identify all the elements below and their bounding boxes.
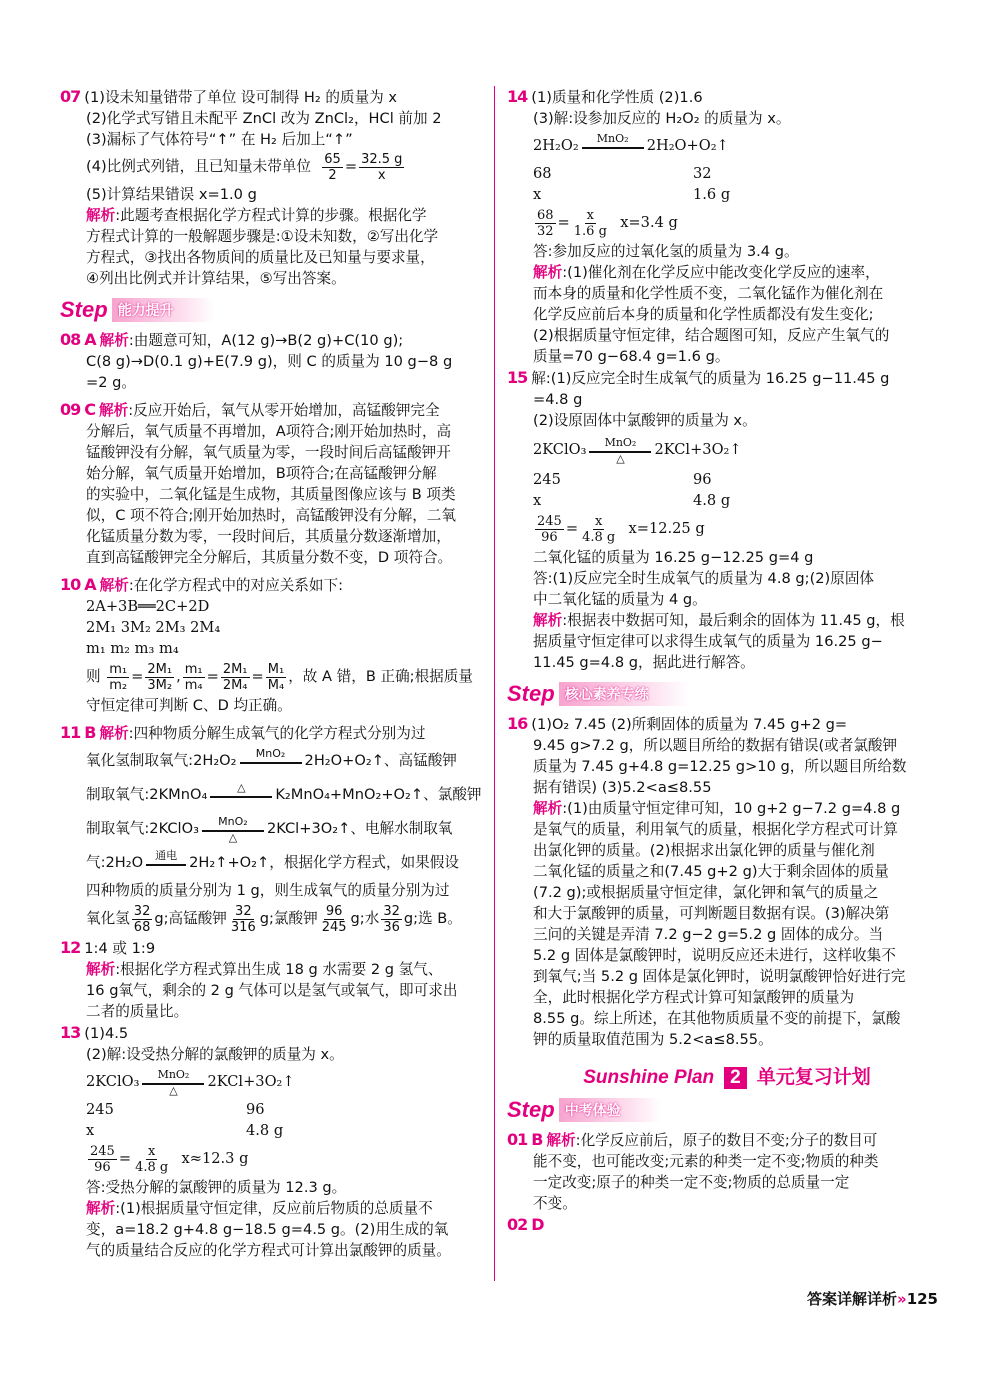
- column-divider: [494, 86, 495, 1281]
- answer-line: (1)设未知量错带了单位 设可制得 H₂ 的质量为 x: [84, 89, 398, 106]
- section-banner-exam: Step 中考体验: [507, 1095, 947, 1125]
- question-13: 13 (1)4.5 (2)解:设受热分解的氯酸钾的质量为 x。 2KClO₃ MnO₂ △ 2KCl+3O₂↑ 245 96 x 4.8 g $\frac{245}{96}$ = $\frac{x}{4.8 g}$ x≈12.3 g 答:受热分解的氯酸钾的质量为 12.3 g。 解析:(1)根据质量守恒定律，反应前后物质的总质量不 变，a=18.2 g+4.8 g−18.5 g=4.5 g。(2)用生成的氧 气的质量结合反应的化学方程式可计算出氯酸钾的质量。: [60, 1023, 451, 1259]
- fraction: $\frac{32.5 g}{x}$: [361, 151, 403, 183]
- page-footer: [807, 1288, 938, 1309]
- answer-line: (5)计算结果错误 x=1.0 g: [86, 186, 257, 203]
- answer-choice: C: [84, 400, 96, 419]
- question-02: 02 D: [507, 1215, 544, 1234]
- section-banner-ability: Step 能力提升: [60, 295, 485, 325]
- page-number: 125: [906, 1290, 938, 1308]
- question-08: 08 A 解析:由题意可知，A(12 g)→B(2 g)+C(10 g); C(8 g)→D(0.1 g)+E(7.9 g)，则 C 的质量为 10 g−8 g =2 g。: [60, 330, 453, 391]
- right-column: [507, 86, 947, 1236]
- ratio-line: 则 $\frac{\text{m₁}}{\text{m₂}}$ = $\frac{\text{2M₁}}{\text{3M₂}}$ , $\frac{\text{m₁}}{\text{m₄}}$ = $\frac{\text{2M₁}}{\text{2M₄}}$ = $\frac{\text{M₁}}{\text{M₄}}$ ，故 A 错，B 正确;根据质量: [86, 661, 473, 693]
- answer-choice: B: [531, 1130, 543, 1149]
- section-banner-core: Step 核心素养专练: [507, 679, 947, 709]
- question-15: 15 解:(1)反应完全时生成氧气的质量为 16.25 g−11.45 g =4.8 g (2)设原固体中氯酸钾的质量为 x。 2KClO₃ MnO₂ △ 2KCl+3O₂↑ 245 96 x 4.8 g $\frac{245}{96}$ = $\frac{x}{4.8 g}$ x=12.25 g 二氧化锰的质量为 16.25 g−12.25 g=4 g 答:(1)反应完全时生成氧气的质量为 4.8 g;(2)原固体 中二氧化锰的质量为 4 g。 解析:根据表中数据可知，最后剩余的固体为 11.45 g，根 据质量守恒定律可以求得生成氧气的质量为 16.25 g− 11.45 g=4.8 g，据此进行解答。: [507, 368, 905, 671]
- question-09: 09 C 解析:反应开始后，氧气从零开始增加，高锰酸钾完全 分解后，氧气质量不再增加，A项符合;刚开始加热时，高 锰酸钾没有分解，氧气质量为零，一段时间后高锰酸钾开 始分解，氧气质量开始增加，B项符合;在高锰酸钾分解 的实验中，二氧化锰是生成物，其质量图像应该与 B 项类 似，C 项不符合;刚开始加热时，高锰酸钾没有分解，二氧 化锰质量分数为零，一段时间后，其质量分数逐渐增加， 直到高锰酸钾完全分解后，其质量分数不变，D 项符合。: [60, 400, 456, 566]
- question-number: 07: [60, 87, 81, 106]
- question-11: 11 B 解析:四种物质分解生成氧气的化学方程式分别为过 氧化氢制取氧气:2H₂O₂ MnO₂ 2H₂O+O₂↑、高锰酸钾 制取氧气:2KMnO₄ △ K₂MnO₄+MnO₂+O₂↑、氯酸钾 制取氧气:2KClO₃ MnO₂ △ 2KCl+3O₂↑、电解水制取氧 气:2H₂O 通电 2H₂↑+O₂↑，根据化学方程式，如果假设 四种物质的质量分别为 1 g，则生成氧气的质量分别为过 氧化氢 $\frac{32}{68}$ g;高锰酸钾 $\frac{32}{316}$ g;氯酸钾 $\frac{96}{245}$ g;水 $\frac{32}{36}$ g;选 B。: [60, 723, 482, 935]
- answer-text: 1:4 或 1:9: [84, 940, 156, 957]
- answer-line: (2)化学式写错且未配平 ZnCl 改为 ZnCl₂，HCl 前加 2: [86, 110, 442, 127]
- question-16: 16 (1)O₂ 7.45 (2)所剩固体的质量为 7.45 g+2 g= 9.45 g>7.2 g，所以题目所给的数据有错误(或者氯酸钾 质量为 7.45 g+4.8 g=12.25 g>10 g，所以题目所给数 据有错误) (3)5.2<a≤8.55 解析:(1)由质量守恒定律可知，10 g+2 g−7.2 g=4.8 g 是氧气的质量，利用氧气的质量，根据化学方程式可计算 出氯化钾的质量。(2)根据求出氯化钾的质量与催化剂 二氧化锰的质量之和(7.45 g+2 g)大于剩余固体的质量 (7.2 g);或根据质量守恒定律，氯化钾和氧气的质量之 和大于氯酸钾的质量，可判断题目数据有误。(3)解决第 三问的关键是弄清 7.2 g−2 g=5.2 g 固体的成分。当 5.2 g 固体是氯酸钾时，说明反应还未进行，这样收集不 到氧气;当 5.2 g 固体是氯化钾时，说明氯酸钾恰好进行完 全，此时根据化学方程式计算可知氯酸钾的质量为 8.55 g。综上所述，在其他物质质量不变的前提下，氯酸 钾的质量取值范围为 5.2<a≤8.55。: [507, 714, 907, 1048]
- answer-line: (3)漏标了气体符号“↑” 在 H₂ 后加上“↑”: [86, 131, 353, 148]
- equation: 2A+3B══2C+2D: [86, 598, 210, 615]
- unit-plan-heading: Sunshine Plan 2 单元复习计划: [583, 1067, 871, 1088]
- question-12: 12 1:4 或 1:9 解析:根据化学方程式算出生成 18 g 水需要 2 g 氢气、 16 g氧气，剩余的 2 g 气体可以是氢气或氧气，即可求出 二者的质量比。: [60, 938, 458, 1020]
- double-arrow-icon: »: [896, 1290, 907, 1308]
- answer-line: (4)比例式列错，且已知量未带单位 $\frac{65}{2}$ = $\frac{32.5 g}{x}$: [86, 151, 403, 183]
- question-10: 10 A 解析:在化学方程式中的对应关系如下: 2A+3B══2C+2D 2M₁ 3M₂ 2M₃ 2M₄ m₁ m₂ m₃ m₄ 则 $\frac{\text{m₁}}{\text{m₂}}$ = $\frac{\text{2M₁}}{\text{3M₂}}$ , $\frac{\text{m₁}}{\text{m₄}}$ = $\frac{\text{2M₁}}{\text{2M₄}}$ = $\frac{\text{M₁}}{\text{M₄}}$ ，故 A 错，B 正确;根据质量 守恒定律可判断 C、D 均正确。: [60, 574, 485, 716]
- answer-choice: B: [84, 723, 96, 742]
- analysis: 解析:此题考查根据化学方程式计算的步骤。根据化学: [86, 207, 427, 224]
- answer-choice: D: [531, 1215, 544, 1234]
- footer-label: 答案详解详析: [806, 1290, 897, 1308]
- answer-choice: A: [84, 330, 96, 349]
- question-14: 14 (1)质量和化学性质 (2)1.6 (3)解:设参加反应的 H₂O₂ 的质量为 x。 2H₂O₂ MnO₂ 2H₂O+O₂↑ 68 32 x 1.6 g $\frac{68}{32}$ = $\frac{x}{1.6 g}$ x=3.4 g 答:参加反应的过氧化氢的质量为 3.4 g。 解析:(1)催化剂在化学反应中能改变化学反应的速率， 而本身的质量和化学性质不变，二氧化锰作为催化剂在 化学反应前后本身的质量和化学性质都没有发生变化; (2)根据质量守恒定律，结合题图可知，反应产生氧气的 质量=70 g−68.4 g=1.6 g。: [507, 87, 890, 365]
- question-07: 07 (1)设未知量错带了单位 设可制得 H₂ 的质量为 x (2)化学式写错且未配平 ZnCl 改为 ZnCl₂，HCl 前加 2 (3)漏标了气体符号“↑” 在 H₂ 后加上“↑” (4)比例式列错，且已知量未带单位 $\frac{65}{2}$ = $\frac{32.5 g}{x}$ (5)计算结果错误 x=1.0 g 解析:此题考查根据化学方程式计算的步骤。根据化学 方程式计算的一般解题步骤是:①设未知数，②写出化学 方程式，③找出各物质间的质量比及已知量与要求量， ④列出比例式并计算结果，⑤写出答案。: [60, 86, 485, 289]
- question-01: 01 B 解析:化学反应前后，原子的数目不变;分子的数目可 能不变，也可能改变;元素的种类一定不变;物质的种类 一定改变;原子的种类一定不变;物质的总质量一定 不变。: [507, 1130, 879, 1212]
- left-column: [60, 86, 485, 1261]
- answer-choice: A: [84, 575, 96, 594]
- fraction: $\frac{65}{2}$: [324, 151, 341, 183]
